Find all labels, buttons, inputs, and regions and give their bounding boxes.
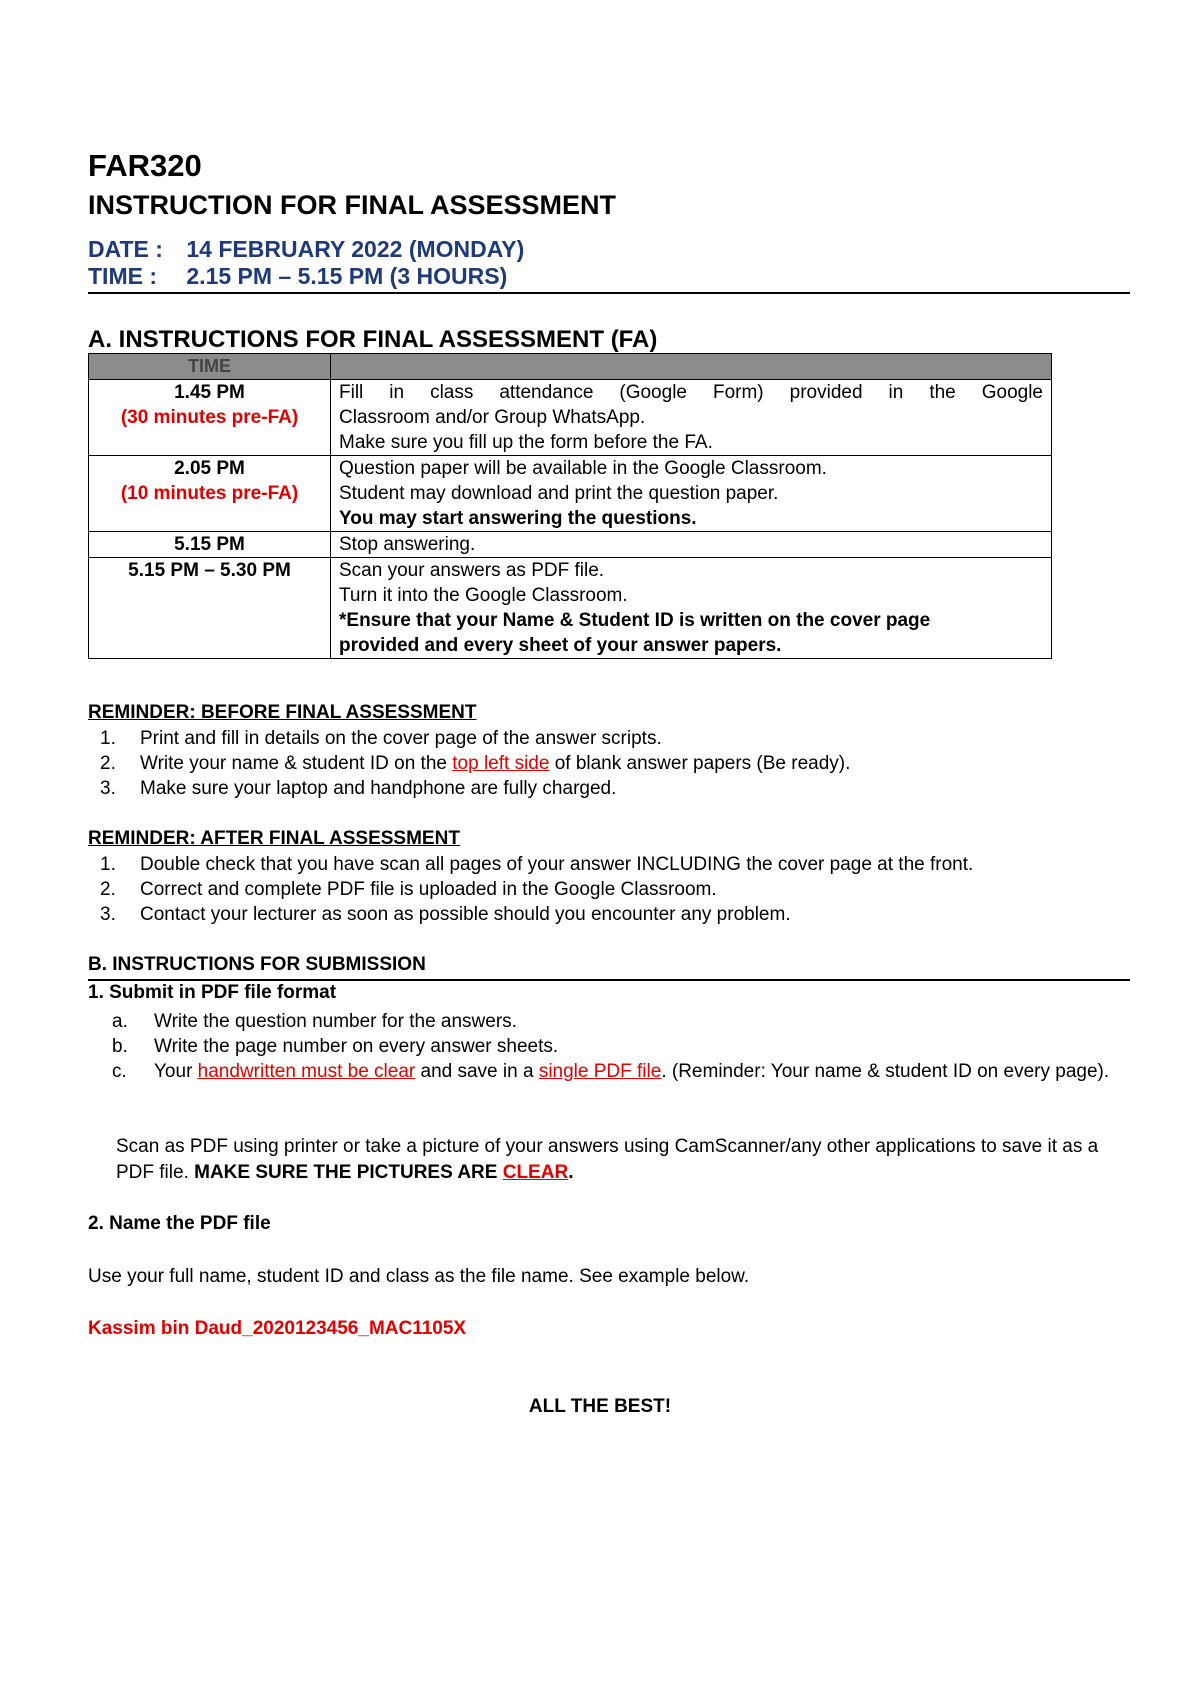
row-time: 5.15 PM <box>174 534 245 555</box>
item-text: Double check that you have scan all pages of your answer INCLUDING the cover page at the front. <box>140 854 974 875</box>
file-name-example: Kassim bin Daud_2020123456_MAC1105X <box>88 1318 467 1339</box>
course-code: FAR320 <box>88 148 202 183</box>
table-row <box>89 380 1052 456</box>
item-text: . (Reminder: Your name & student ID on every page). <box>661 1061 1110 1082</box>
scan-text: Scan as PDF using printer or take a picture of your answers using CamScanner/any other applications to save it as a PDF file. <box>116 1136 1099 1183</box>
item-highlight: top left side <box>452 753 550 774</box>
table-header-blank <box>331 354 1052 380</box>
row-time: 5.15 PM – 5.30 PM <box>128 560 291 581</box>
item-letter: c. <box>112 1061 127 1082</box>
row-line: Classroom and/or Group WhatsApp. <box>339 407 646 428</box>
closing-text: ALL THE BEST! <box>528 1396 672 1417</box>
item-text: of blank answer papers (Be ready). <box>549 753 851 774</box>
list-item <box>112 1059 1122 1084</box>
schedule-table <box>88 353 1052 659</box>
item-text: Print and fill in details on the cover page of the answer scripts. <box>140 728 662 749</box>
section-b-divider <box>88 979 1130 981</box>
item-highlight: single PDF file <box>538 1061 662 1082</box>
list-item <box>112 1034 1122 1059</box>
header-divider <box>88 292 1130 294</box>
item-number: 1. <box>100 728 116 749</box>
time-value: 2.15 PM – 5.15 PM (3 HOURS) <box>186 263 508 289</box>
list-item <box>100 852 973 877</box>
date-label: DATE : <box>88 236 163 262</box>
item-number: 3. <box>100 904 116 925</box>
item-letter: b. <box>112 1036 128 1057</box>
row-note: (30 minutes pre-FA) <box>120 407 299 428</box>
item-text: Your <box>154 1061 198 1082</box>
instruction-cell <box>331 532 1052 558</box>
list-item <box>100 726 850 751</box>
row-time: 1.45 PM <box>174 382 245 403</box>
time-cell <box>89 558 331 659</box>
time-cell <box>89 532 331 558</box>
item-number: 3. <box>100 778 116 799</box>
date-line <box>88 236 524 263</box>
item-text: Write your name & student ID on the <box>140 753 453 774</box>
name-pdf-heading: 2. Name the PDF file <box>88 1213 271 1234</box>
item-number: 2. <box>100 879 116 900</box>
date-value: 14 FEBRUARY 2022 (MONDAY) <box>186 236 525 262</box>
table-row <box>89 558 1052 659</box>
row-line: Stop answering. <box>339 534 476 555</box>
row-line: Turn it into the Google Classroom. <box>339 585 628 606</box>
section-b-heading: B. INSTRUCTIONS FOR SUBMISSION <box>88 954 426 975</box>
file-name-instruction: Use your full name, student ID and class as the file name. See example below. <box>88 1266 750 1287</box>
list-item <box>100 751 850 776</box>
submission-list <box>112 1009 1122 1084</box>
reminder-after-heading: REMINDER: AFTER FINAL ASSESSMENT <box>88 828 460 849</box>
list-item <box>100 877 973 902</box>
item-text: Write the question number for the answers. <box>154 1011 517 1032</box>
instruction-cell <box>331 456 1052 532</box>
scan-instructions <box>116 1134 1130 1186</box>
document-title: INSTRUCTION FOR FINAL ASSESSMENT <box>88 190 617 220</box>
row-line: *Ensure that your Name & Student ID is written on the cover page <box>339 610 931 631</box>
scan-clear-text: CLEAR <box>502 1162 569 1183</box>
row-time: 2.05 PM <box>174 458 245 479</box>
table-row <box>89 532 1052 558</box>
scan-bold-text: MAKE SURE THE PICTURES ARE <box>194 1162 503 1183</box>
item-text: Correct and complete PDF file is uploaded in the Google Classroom. <box>140 879 717 900</box>
time-cell <box>89 380 331 456</box>
list-item <box>100 902 973 927</box>
time-label: TIME : <box>88 263 157 289</box>
time-line <box>88 263 507 290</box>
row-note: (10 minutes pre-FA) <box>120 483 299 504</box>
scan-end: . <box>568 1162 574 1183</box>
table-header-time: TIME <box>89 354 331 380</box>
row-line: Fill in class attendance (Google Form) provided in the Google <box>339 382 1043 403</box>
row-line: You may start answering the questions. <box>339 508 697 529</box>
item-letter: a. <box>112 1011 128 1032</box>
item-text: Make sure your laptop and handphone are fully charged. <box>140 778 617 799</box>
item-text: Contact your lecturer as soon as possible should you encounter any problem. <box>140 904 791 925</box>
list-item <box>112 1009 1122 1034</box>
item-highlight: handwritten must be clear <box>197 1061 416 1082</box>
row-line: provided and every sheet of your answer papers. <box>339 635 782 656</box>
row-line: Question paper will be available in the Google Classroom. <box>339 458 827 479</box>
row-line: Make sure you fill up the form before the FA. <box>339 432 713 453</box>
table-row <box>89 456 1052 532</box>
submit-format-heading: 1. Submit in PDF file format <box>88 982 337 1003</box>
time-cell <box>89 456 331 532</box>
section-a-heading: A. INSTRUCTIONS FOR FINAL ASSESSMENT (FA) <box>88 326 658 353</box>
instruction-cell <box>331 380 1052 456</box>
table-header-row <box>89 354 1052 380</box>
reminder-before-list <box>100 726 850 801</box>
list-item <box>100 776 850 801</box>
row-line: Scan your answers as PDF file. <box>339 560 605 581</box>
reminder-after-list <box>100 852 973 927</box>
instruction-cell <box>331 558 1052 659</box>
item-number: 2. <box>100 753 116 774</box>
reminder-before-heading: REMINDER: BEFORE FINAL ASSESSMENT <box>88 702 477 723</box>
item-text: and save in a <box>415 1061 539 1082</box>
row-line: Student may download and print the question paper. <box>339 483 779 504</box>
item-number: 1. <box>100 854 116 875</box>
item-text: Write the page number on every answer sheets. <box>154 1036 559 1057</box>
